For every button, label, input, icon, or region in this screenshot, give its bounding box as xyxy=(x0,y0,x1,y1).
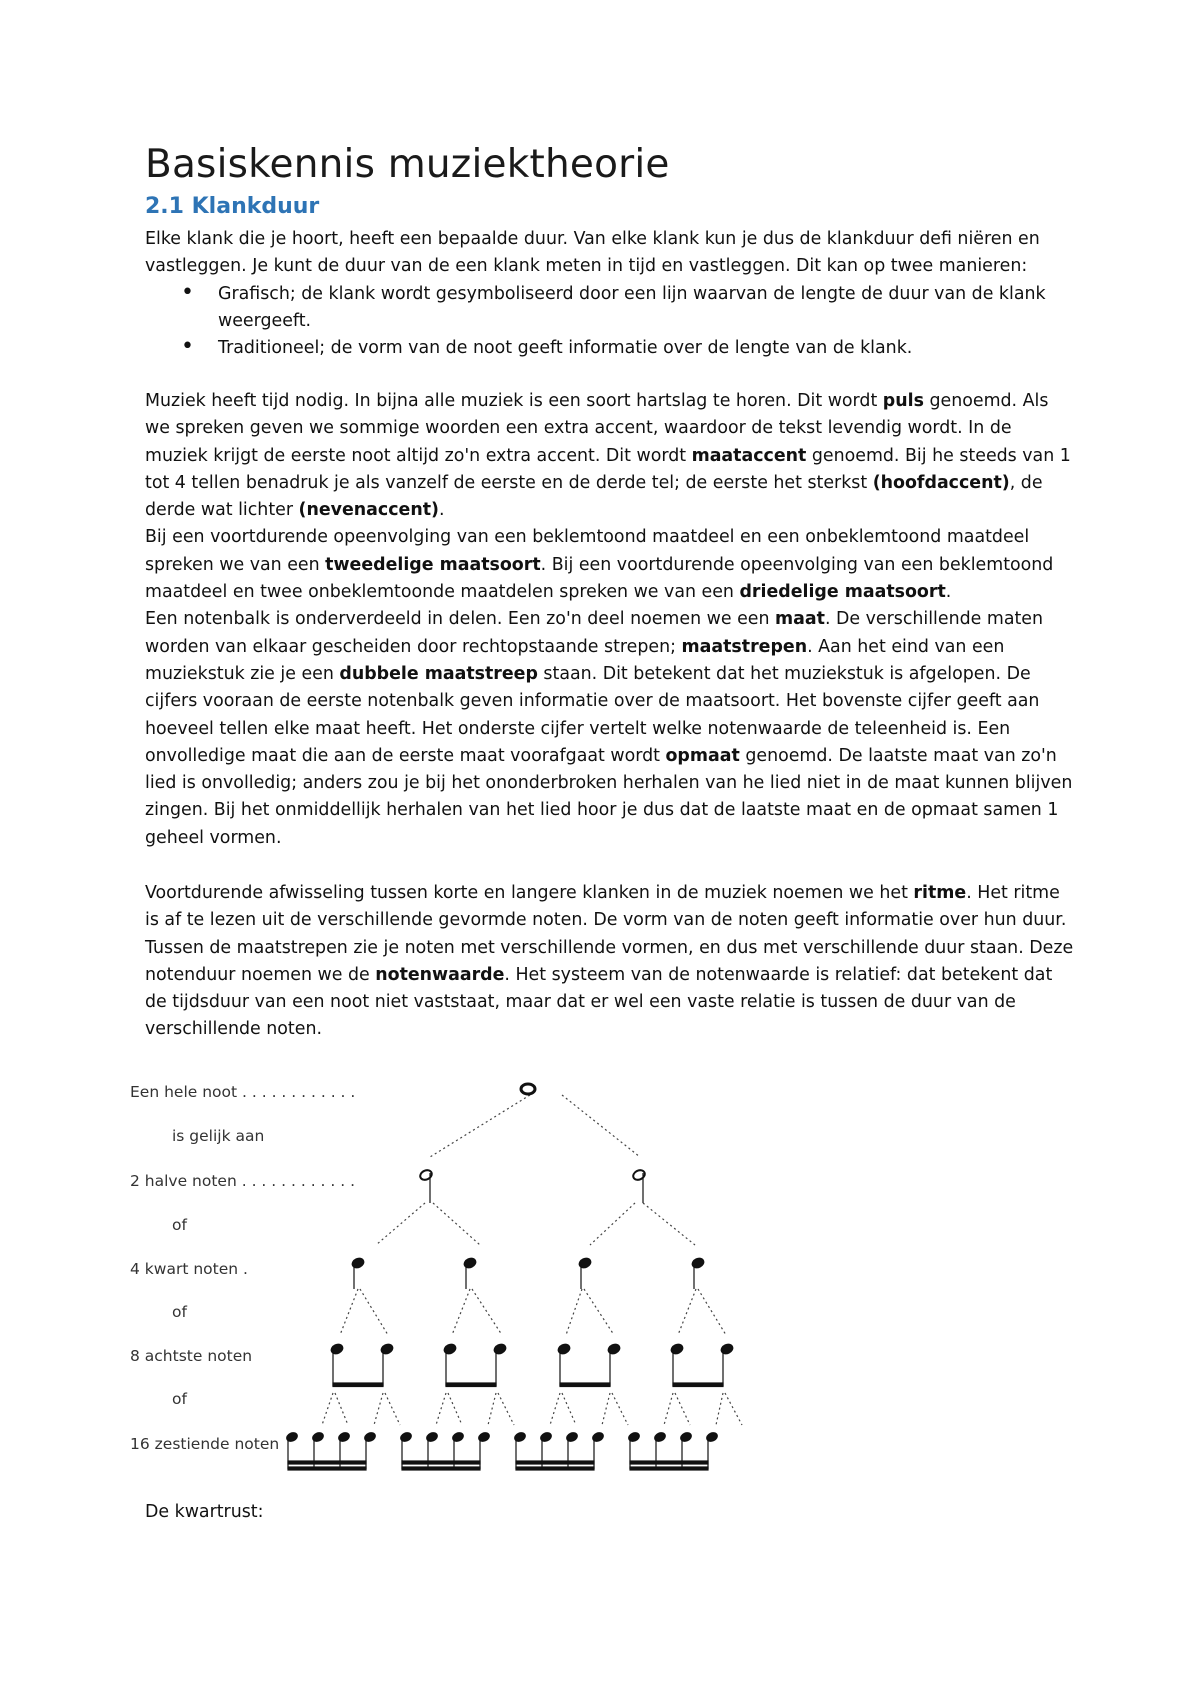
tree-connectors-lower xyxy=(322,1393,742,1425)
sixteenth-group-2 xyxy=(399,1431,490,1470)
note-tree-svg xyxy=(130,1075,770,1475)
label-quarter-notes: 4 kwart noten . xyxy=(130,1260,248,1278)
eighth-pair-3 xyxy=(557,1342,622,1386)
eighth-pair-1 xyxy=(330,1342,395,1386)
theory-block xyxy=(145,388,1075,852)
sixteenth-notes xyxy=(285,1431,718,1470)
label-or: of xyxy=(172,1216,187,1234)
label-sixteenth-notes: 16 zestiende noten xyxy=(130,1435,280,1453)
sixteenth-group-1 xyxy=(285,1431,376,1470)
note-value-diagram xyxy=(130,1075,770,1475)
page-title: Basiskennis muziektheorie xyxy=(145,142,670,187)
label-or: of xyxy=(172,1303,187,1321)
sixteenth-group-3 xyxy=(513,1431,604,1470)
notes xyxy=(330,1084,735,1387)
puls-paragraph: Muziek heeft tijd nodig. In bijna alle muziek is een soort hartslag te horen. Dit wordt puls genoemd. Als we spreken geven we sommige woorden een extra accent, waardoor de tekst levendig wordt. In de muziek krijgt de eerste noot altijd zo'n extra accent. Dit wordt maataccent genoemd. Bij he steeds van 1 tot 4 tellen benadruk je als vanzelf de eerste en de derde tel; de eerste het sterkst (hoofdaccent), de derde wat lichter (nevenaccent). xyxy=(145,391,1071,521)
tree-connectors xyxy=(340,1095,726,1335)
label-whole-note: Een hele noot . . . . . . . . . . . . xyxy=(130,1083,356,1101)
intro-paragraph: Elke klank die je hoort, heeft een bepaalde duur. Van elke klank kun je dus de klankduur defi niëren en vastleggen. Je kunt de duur van de een klank meten in tijd en vastleggen. Dit kan op twee manieren: xyxy=(145,229,1040,277)
method-list xyxy=(145,281,1075,363)
label-equal-to: is gelijk aan xyxy=(172,1127,265,1145)
eighth-pair-2 xyxy=(443,1342,508,1386)
list-item: • Grafisch; de klank wordt gesymboliseerd door een lijn waarvan de lengte de duur van de klank weergeeft. xyxy=(145,281,1075,336)
quarter-rest-label: De kwartrust: xyxy=(145,1502,264,1522)
label-or: of xyxy=(172,1390,187,1408)
label-eighth-notes: 8 achtste noten xyxy=(130,1347,253,1365)
list-item: • Traditioneel; de vorm van de noot geeft informatie over de lengte van de klank. xyxy=(145,335,1075,362)
sixteenth-group-4 xyxy=(627,1431,718,1470)
maat-paragraph: Een notenbalk is onderverdeeld in delen. Een zo'n deel noemen we een maat. De verschillende maten worden van elkaar gescheiden door rechtopstaande strepen; maatstrepen. Aan het eind van een muziekstuk zie je een dubbele maatstreep staan. Dit betekent dat het muziekstuk is afgelopen. De cijfers vooraan de eerste notenbalk geven informatie over de maatsoort. Het bovenste cijfer geeft aan hoeveel tellen elke maat heeft. Het onderste cijfer vertelt welke notenwaarde de teleenheid is. Een onvolledige maat die aan de eerste maat voorafgaat wordt opmaat genoemd. De laatste maat van zo'n lied is onvolledig; anders zou je bij het ononderbroken herhalen van he lied niet in de maat kunnen blijven zingen. Bij het onmiddellijk herhalen van het lied hoor je dus dat de laatste maat en de opmaat samen 1 geheel vormen. xyxy=(145,609,1073,848)
section-heading: 2.1 Klankduur xyxy=(145,194,320,219)
maatsoort-paragraph: Bij een voortdurende opeenvolging van een beklemtoond maatdeel en een onbeklemtoond maatdeel spreken we van een tweedelige maatsoort. Bij een voortdurende opeenvolging van een beklemtoond maatdeel en twee onbeklemtoonde maatdelen spreken we van een driedelige maatsoort. xyxy=(145,527,1054,603)
ritme-paragraph: Voortdurende afwisseling tussen korte en langere klanken in de muziek noemen we het ritme. Het ritme is af te lezen uit de verschillende gevormde noten. De vorm van de noten geeft informatie over hun duur. Tussen de maatstrepen zie je noten met verschillende vormen, en dus met verschillende duur staan. Deze notenduur noemen we de notenwaarde. Het systeem van de notenwaarde is relatief: dat betekent dat de tijdsduur van een noot niet vaststaat, maar dat er wel een vaste relatie is tussen de duur van de verschillende noten. xyxy=(145,883,1074,1040)
intro-block xyxy=(145,226,1075,362)
eighth-pair-4 xyxy=(670,1342,735,1386)
label-half-notes: 2 halve noten . . . . . . . . . . . . xyxy=(130,1172,356,1190)
ritme-block xyxy=(145,880,1075,1044)
